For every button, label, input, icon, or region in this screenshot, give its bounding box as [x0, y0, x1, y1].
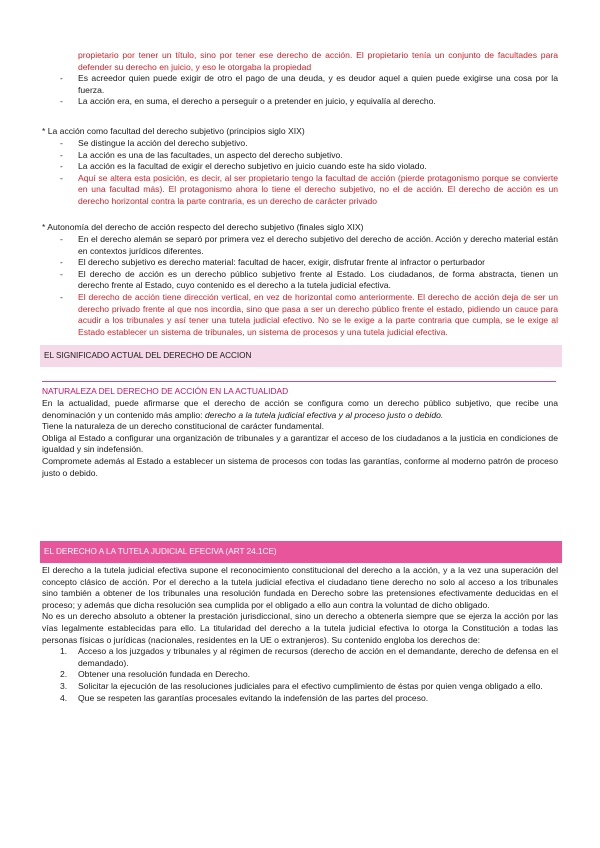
paragraph-text: En la actualidad, puede afirmarse que el derecho de acción se configura como un derecho público subjetivo, que recibe una denominación y un contenido más amplio: — [42, 398, 558, 420]
list-text: Acceso a los juzgados y tribunales y al régimen de recursos (derecho de acción en el demandante, derecho de defensa en el demandado). — [78, 646, 558, 668]
list-number: 1. — [60, 646, 68, 657]
list-item: - El derecho subjetivo es derecho material: facultad de hacer, exigir, disfrutar frente al infractor o perturbador — [60, 257, 558, 269]
paragraph-italic: derecho a la tutela judicial efectiva y al proceso justo o debido. — [204, 409, 444, 420]
list-item: - La acción es una de las facultades, un aspecto del derecho subjetivo. — [60, 150, 558, 162]
list-item: - La acción es la facultad de exigir el derecho subjetivo en juicio cuando este ha sido violado. — [60, 161, 558, 173]
autonomy-list — [60, 234, 558, 338]
faculty-list — [60, 138, 558, 208]
continued-paragraph: propietario por tener un título, sino por tener ese derecho de acción. El propietario tenía un conjunto de facultades para defender su derecho en juicio, y eso le otorgaba la propiedad — [78, 50, 558, 72]
section-judicial-protection-body — [42, 565, 558, 704]
list-item: - La acción era, en suma, el derecho a perseguir o a pretender en juicio, y equivalía al derecho. — [60, 96, 558, 108]
block-action-autonomy — [60, 234, 558, 338]
list-text: Que se respeten las garantías procesales evitando la indefensión de las partes del proceso. — [78, 692, 429, 703]
heading-action-faculty: * La acción como facultad del derecho subjetivo (principios siglo XIX) — [42, 126, 305, 136]
section-title-current-meaning: EL SIGNIFICADO ACTUAL DEL DERECHO DE ACCION — [40, 345, 562, 367]
block-classic-action — [60, 50, 558, 108]
heading-action-autonomy: * Autonomía del derecho de acción respecto del derecho subjetivo (finales siglo XIX) — [42, 222, 364, 232]
section-current-meaning-body — [42, 398, 558, 479]
list-number: 2. — [60, 669, 68, 680]
list-item-highlight: - Aquí se altera esta posición, es decir, al ser propietario tengo la facultad de acción (pierde protagonismo porque se convierte en una facultad más). El protagonismo ahora lo tiene el derecho subjetivo, no el de acción. El derecho de acción es un derecho horizontal contra la parte contraria, es un derecho de carácter privado — [60, 173, 558, 208]
section-title-judicial-protection: EL DERECHO A LA TUTELA JUDICIAL EFECIVA (ART 24.1CE) — [40, 541, 562, 563]
list-text: Obtener una resolución fundada en Derecho. — [78, 669, 250, 680]
list-text: Solicitar la ejecución de las resoluciones judiciales para el efectivo cumplimiento de éstas por quien venga obligado a ello. — [78, 680, 543, 691]
list-item — [42, 669, 558, 681]
list-number: 4. — [60, 692, 68, 703]
block-action-faculty — [60, 138, 558, 208]
list-item — [42, 693, 558, 705]
list-item: - El derecho de acción es un derecho público subjetivo frente al Estado. Los ciudadanos, de forma abstracta, tienen un derecho frente al Estado, cuyo contenido es el derecho a la tutela judicial efectiva. — [60, 269, 558, 292]
rights-list — [42, 646, 558, 704]
paragraph: Compromete además al Estado a establecer un sistema de procesos con todas las garantías, conforme al moderno patrón de proceso justo o debido. — [42, 455, 558, 478]
list-item: - En el derecho alemán se separó por primera vez el derecho subjetivo del derecho de acción. Acción y derecho material están en contextos jurídicos diferentes. — [60, 234, 558, 257]
paragraph: Tiene la naturaleza de un derecho constitucional de carácter fundamental. — [42, 421, 325, 432]
paragraph: No es un derecho absoluto a obtener la prestación jurisdiccional, sino un derecho a obtenerla siempre que se ejerza la acción por las vías legalmente establecidas para ello. La titularidad del derecho a la tutela judicial efectiva lo otorga la Constitución a todas las personas físicas o jurídicas (nacionales, residentes en la UE o extranjeros). Su contenido engloba los derechos de: — [42, 611, 558, 645]
list-item-highlight: - El derecho de acción tiene dirección vertical, en vez de horizontal como anteriormente. El derecho de acción deja de ser un derecho privado frente al que nos incordia, sino que pasa a ser un derecho público frente el estado, pidiendo un cauce para acudir a los tribunales y así tener una tutela judicial efectivo. No se le exige a la parte contraria que cumpla, se le exige al Estado establecer un sistema de tribunales, un sistema de procesos y una tutela judicial efectiva. — [60, 292, 558, 338]
paragraph: Obliga al Estado a configurar una organización de tribunales y a garantizar el acceso de los ciudadanos a la justicia en condiciones de igualdad y sin indefensión. — [42, 432, 558, 455]
list-number: 3. — [60, 680, 68, 691]
paragraph: El derecho a la tutela judicial efectiva supone el reconocimiento constitucional del derecho a la acción, y a la vez una superación del concepto clásico de acción. Por el derecho a la tutela judicial efectiva el ciudadano tiene derecho no solo al acceso a los tribunales sino también a obtener de los tribunales una resolución fundada en Derecho sobre las pretensiones efectivamente deducidas en el proceso; y además que dicha resolución sea cumplida por el obligado a ello aun contra la voluntad de dicho obligado. — [42, 565, 558, 610]
classic-action-list — [60, 73, 558, 108]
list-item: - Se distingue la acción del derecho subjetivo. — [60, 138, 558, 150]
list-item — [42, 646, 558, 669]
list-item — [42, 681, 558, 693]
list-item: - Es acreedor quien puede exigir de otro el pago de una deuda, y es deudor aquel a quien puede exigirse una cosa por la fuerza. — [60, 73, 558, 96]
paragraph — [42, 398, 558, 421]
subheading-nature: NATURALEZA DEL DERECHO DE ACCIÓN EN LA ACTUALIDAD — [42, 381, 556, 398]
